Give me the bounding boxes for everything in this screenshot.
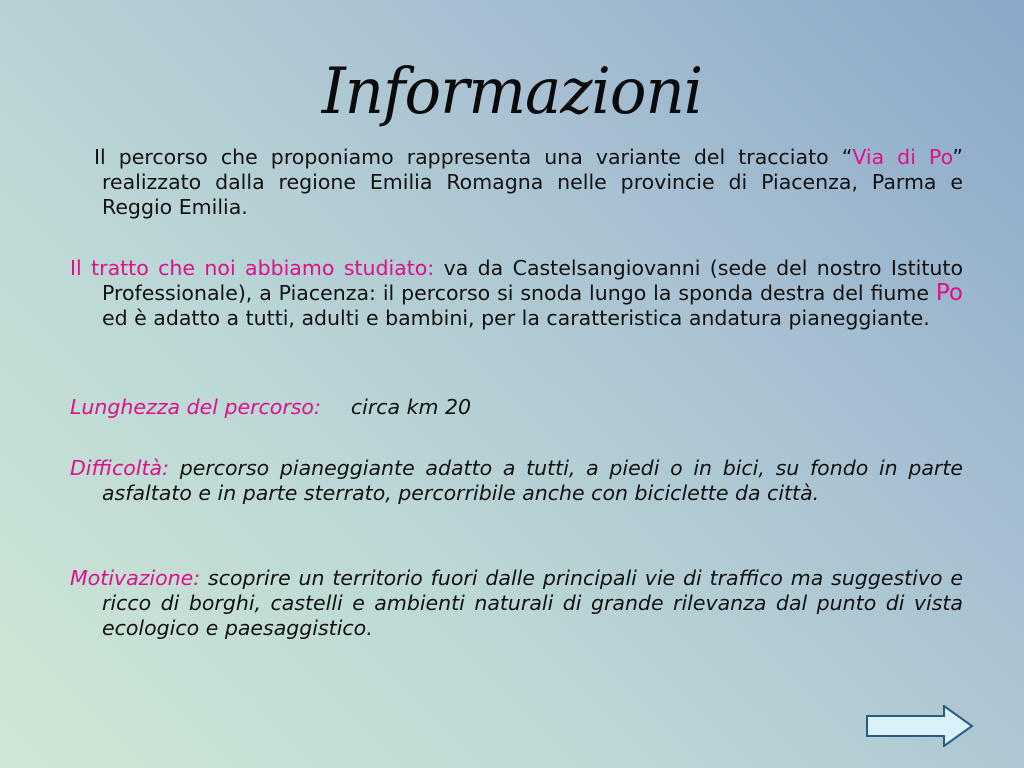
lunghezza-paragraph [70,395,963,420]
difficolta-label: Difficoltà: [70,456,169,480]
difficolta-paragraph [70,456,963,506]
page-title: Informazioni [321,55,703,129]
tratto-paragraph [70,256,963,331]
tratto-label: Il tratto che noi abbiamo studiato: [70,256,435,280]
via-di-po-highlight: Via di Po [852,145,953,169]
difficolta-text: percorso pianeggiante adatto a tutti, a piedi o in bici, su fondo in parte asfaltato e in parte sterrato, percorribile anche con biciclette da città. [102,456,963,505]
intro-text-a: Il percorso che proponiamo rappresenta una variante del tracciato “ [94,145,853,169]
river-name: Po [935,280,963,306]
next-arrow-shape[interactable] [867,706,972,746]
lunghezza-label: Lunghezza del percorso: [70,395,321,419]
intro-paragraph [70,145,963,220]
right-arrow-icon[interactable] [866,705,974,747]
intro-text-b: ” realizzato dalla regione Emilia Romagna nelle provincie di Piacenza, Parma e Reggio Emilia. [102,145,964,219]
motivazione-paragraph [70,566,963,641]
lunghezza-value: circa km 20 [350,395,472,419]
motivazione-label: Motivazione: [70,566,201,590]
motivazione-text: scoprire un territorio fuori dalle principali vie di traffico ma suggestivo e ricco di borghi, castelli e ambienti naturali di grande rilevanza dal punto di vista ecologico e paesaggistico. [102,566,963,640]
tratto-text-b: ed è adatto a tutti, adulti e bambini, per la caratteristica andatura pianeggiante. [102,306,930,330]
tratto-text-a: va da Castelsangiovanni (sede del nostro Istituto Professionale), a Piacenza: il percorso si snoda lungo la sponda destra del fiume [102,256,963,305]
